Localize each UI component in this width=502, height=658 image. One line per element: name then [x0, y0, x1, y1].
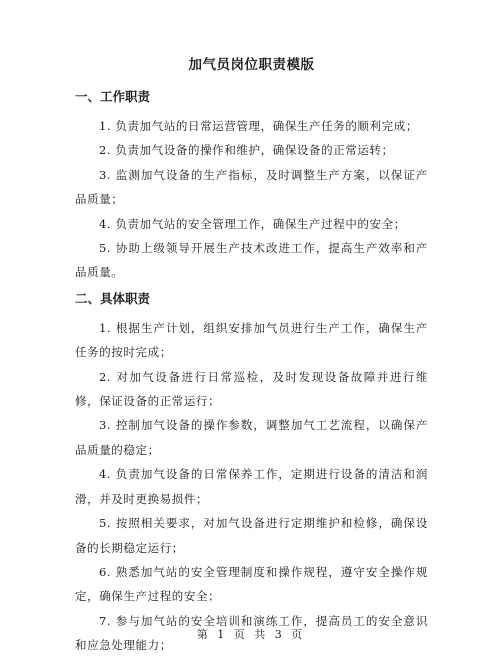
list-item: 4. 负责加气站的安全管理工作，确保生产过程中的安全； [99, 216, 406, 231]
list-item: 5. 协助上级领导开展生产技术改进工作，提高生产效率和产品质量。 [75, 241, 428, 280]
list-item: 1. 根据生产计划，组织安排加气员进行生产工作，确保生产任务的按时完成； [75, 320, 428, 360]
list-item: 5. 按照相关要求，对加气设备进行定期维护和检修，确保设备的长期稳定运行； [75, 516, 428, 555]
section-heading: 二、具体职责 [75, 290, 151, 306]
document-title: 加气员岗位职责模版 [188, 57, 315, 73]
list-item: 2. 负责加气设备的操作和维护，确保设备的正常运转； [99, 143, 394, 158]
section-specific-duties [75, 291, 428, 658]
list-item: 1. 负责加气站的日常运营管理，确保生产任务的顺利完成； [99, 119, 418, 133]
list-item: 7. 参与加气站的安全培训和演练工作，提高员工的安全意识和应急处理能力； [75, 613, 428, 653]
list-item: 6. 熟悉加气站的安全管理制度和操作规程，遵守安全操作规定，确保生产过程的安全； [75, 564, 428, 604]
list-item: 3. 监测加气设备的生产指标，及时调整生产方案，以保证产品质量； [75, 167, 428, 207]
list-item: 2. 对加气设备进行日常巡检，及时发现设备故障并进行维修，保证设备的正常运行； [75, 369, 428, 409]
section-work-duties [75, 89, 428, 285]
list-item: 3. 控制加气设备的操作参数，调整加气工艺流程，以确保产品质量的稳定； [75, 418, 428, 457]
page-footer: 第 1 页 共 3 页 [196, 628, 306, 641]
list-item: 4. 负责加气设备的日常保养工作，定期进行设备的清洁和润滑，并及时更换易损件； [75, 467, 428, 506]
section-heading: 一、工作职责 [75, 89, 151, 104]
